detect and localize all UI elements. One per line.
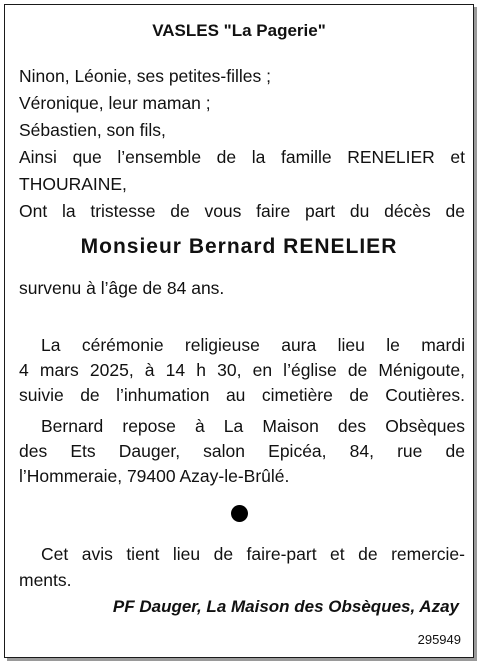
ceremony-line: suivie de l’inhumation au cimetière de Coutières.: [19, 385, 465, 405]
deceased-name: Monsieur Bernard RENELIER: [80, 235, 398, 258]
family-line: Véronique, leur maman ;: [19, 93, 211, 113]
reference-number: 295949: [417, 632, 461, 647]
family-line: Sébastien, son fils,: [19, 120, 166, 140]
family-line: Ainsi que l’ensemble de la famille RENELIER et: [19, 147, 465, 167]
funeral-home-signature: PF Dauger, La Maison des Obsèques, Azay: [112, 597, 459, 616]
bullet-separator: [231, 505, 248, 522]
rest-line: l’Hommeraie, 79400 Azay-le-Brûlé.: [19, 466, 290, 486]
family-line: THOURAINE,: [19, 174, 127, 194]
ceremony-line: 4 mars 2025, à 14 h 30, en l’église de Ménigoute,: [19, 360, 465, 380]
closing-line: ments.: [19, 570, 72, 590]
family-line: Ninon, Léonie, ses petites-filles ;: [19, 66, 271, 86]
family-line: Ont la tristesse de vous faire part du décès de: [19, 201, 465, 221]
notice-heading: VASLES "La Pagerie": [152, 21, 326, 40]
closing-line: Cet avis tient lieu de faire-part et de remercie-: [41, 544, 465, 564]
rest-line: des Ets Dauger, salon Epicéa, 84, rue de: [19, 441, 465, 461]
age-line: survenu à l’âge de 84 ans.: [19, 278, 225, 298]
obituary-notice: [4, 4, 474, 658]
rest-line: Bernard repose à La Maison des Obsèques: [41, 416, 465, 436]
ceremony-line: La cérémonie religieuse aura lieu le mardi: [41, 335, 465, 355]
